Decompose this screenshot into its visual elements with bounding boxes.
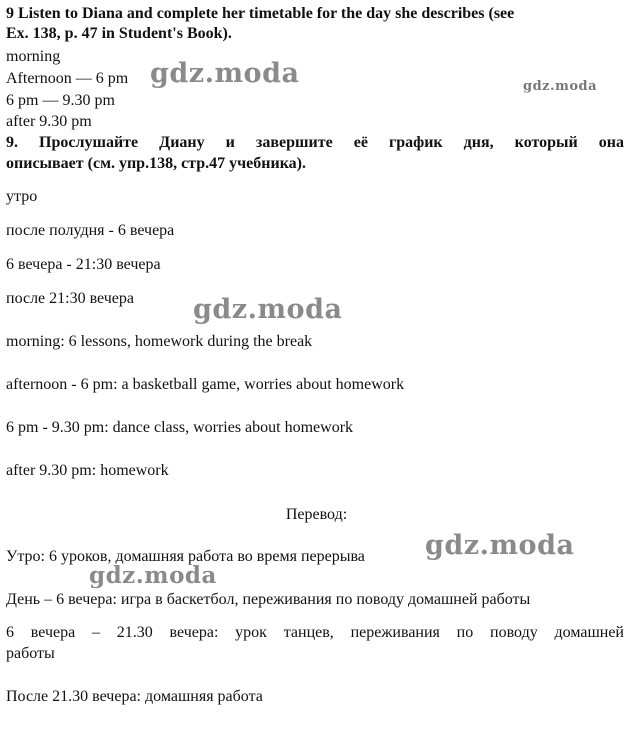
answer-ru-morning: Утро: 6 уроков, домашняя работа во время перерыва [6, 548, 365, 565]
watermark-logo: gdz.moda [425, 530, 575, 561]
watermark-logo: gdz.moda [150, 58, 300, 89]
task-title-ru-line1: 9. Прослушайте Диану и завершите её график дня, который она [6, 134, 624, 151]
slot-ru-morning: утро [6, 188, 38, 205]
slot-night: after 9.30 pm [6, 113, 92, 130]
slot-morning: morning [6, 48, 61, 65]
answer-ru-afternoon: День – 6 вечера: игра в баскетбол, переживания по поводу домашней работы [6, 591, 531, 608]
answer-ru-evening-line2: работы [6, 645, 55, 662]
answer-en-evening: 6 pm - 9.30 pm: dance class, worries about homework [6, 419, 354, 436]
slot-ru-afternoon: после полудня - 6 вечера [6, 222, 175, 239]
watermark-logo: gdz.moda [193, 294, 343, 325]
task-title-en-line1: 9 Listen to Diana and complete her timetable for the day she describes (see [6, 5, 515, 22]
slot-afternoon: Afternoon — 6 pm [6, 70, 129, 87]
translation-heading: Перевод: [285, 506, 348, 523]
slot-evening: 6 pm — 9.30 pm [6, 92, 115, 109]
watermark-logo: gdz.moda [89, 562, 217, 589]
watermark-logo-small: gdz.moda [523, 79, 598, 94]
task-title-ru-line2: описывает (см. упр.138, стр.47 учебника). [6, 155, 306, 172]
answer-en-morning: morning: 6 lessons, homework during the break [6, 333, 313, 350]
answer-en-afternoon: afternoon - 6 pm: a basketball game, worries about homework [6, 376, 405, 393]
task-title-en-line2: Ex. 138, p. 47 in Student's Book). [6, 25, 232, 42]
answer-ru-evening-line1: 6 вечера – 21.30 вечера: урок танцев, переживания по поводу домашней [6, 624, 624, 641]
answer-en-night: after 9.30 pm: homework [6, 462, 169, 479]
answer-ru-night: После 21.30 вечера: домашняя работа [6, 688, 263, 705]
slot-ru-evening: 6 вечера - 21:30 вечера [6, 256, 161, 273]
slot-ru-night: после 21:30 вечера [6, 290, 135, 307]
